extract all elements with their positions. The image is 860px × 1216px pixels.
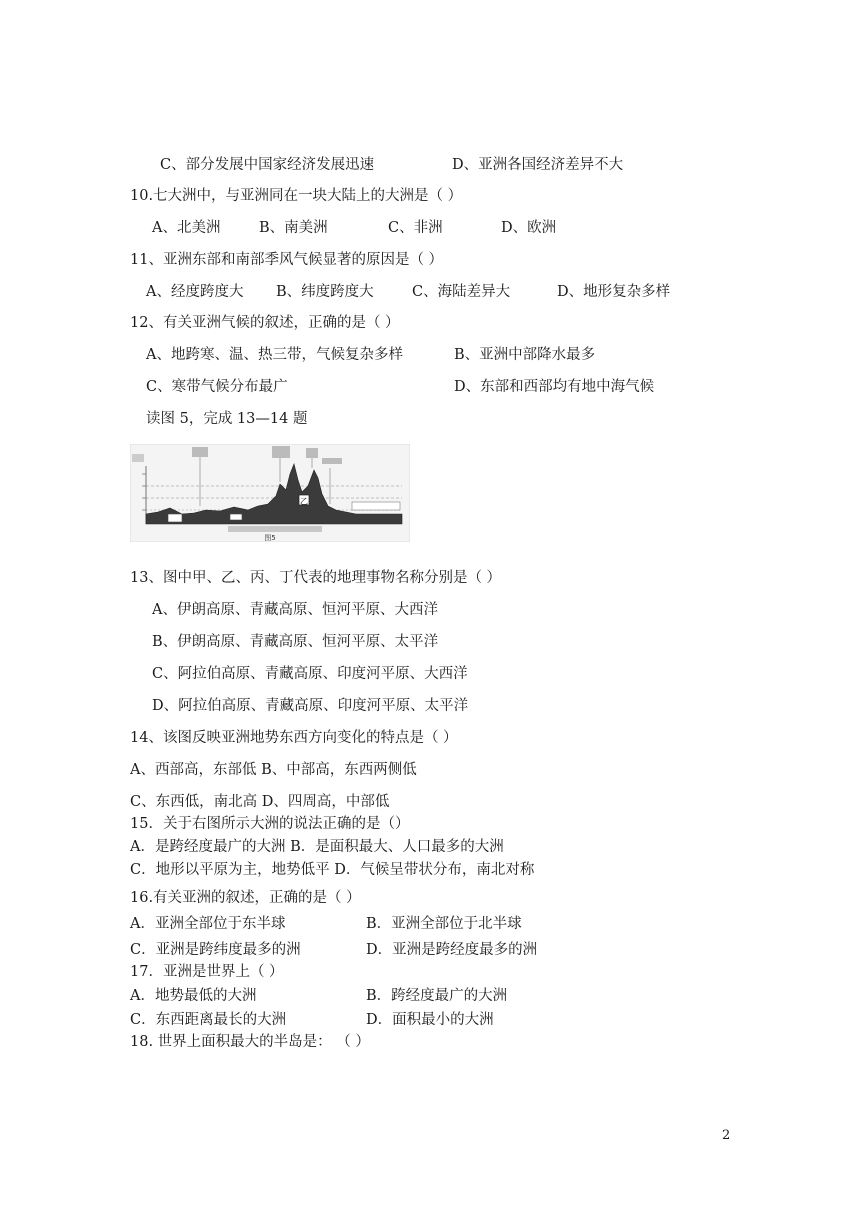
q15-stem: 15．关于右图所示大洲的说法正确的是（） [130, 816, 410, 832]
q14-options-ab: A、西部高，东部低 B、中部高，东西两侧低 [130, 762, 417, 778]
q12-stem: 12、有关亚洲气候的叙述，正确的是（ ） [130, 315, 400, 331]
q11-option-d: D、地形复杂多样 [557, 284, 671, 300]
q17-option-c: C．东西距离最长的大洲 [130, 1012, 287, 1028]
q13-option-d: D、阿拉伯高原、青藏高原、印度河平原、太平洋 [152, 698, 469, 714]
q16-stem: 16.有关亚洲的叙述，正确的是（ ） [130, 890, 361, 906]
q15-options-cd: C．地形以平原为主，地势低平 D．气候呈带状分布，南北对称 [130, 862, 535, 878]
q13-option-b: B、伊朗高原、青藏高原、恒河平原、太平洋 [152, 634, 439, 650]
q11-option-c: C、海陆差异大 [412, 284, 511, 300]
terrain-profile-figure [130, 444, 410, 542]
q11-stem: 11、亚洲东部和南部季风气候显著的原因是（ ） [130, 252, 444, 268]
q16-option-a: A．亚洲全部位于东半球 [130, 916, 286, 932]
q11-option-b: B、纬度跨度大 [276, 284, 374, 300]
q10-stem: 10.七大洲中，与亚洲同在一块大陆上的大洲是（ ） [130, 188, 463, 204]
q12-option-c: C、寒带气候分布最广 [146, 379, 288, 395]
q13-option-a: A、伊朗高原、青藏高原、恒河平原、大西洋 [152, 602, 438, 618]
q12-option-a: A、地跨寒、温、热三带，气候复杂多样 [146, 347, 403, 363]
q16-option-d: D．亚洲是跨经度最多的洲 [366, 942, 538, 958]
q13-option-c: C、阿拉伯高原、青藏高原、印度河平原、大西洋 [152, 666, 468, 682]
figure-caption: 图5 [264, 534, 276, 542]
q9-option-c: C、部分发展中国家经济发展迅速 [160, 157, 375, 173]
q17-option-a: A．地势最低的大洲 [130, 988, 257, 1004]
q17-stem: 17．亚洲是世界上（ ） [130, 964, 284, 980]
q13-stem: 13、图中甲、乙、丙、丁代表的地理事物名称分别是（ ） [130, 570, 502, 586]
read-figure-prompt: 读图 5，完成 13—14 题 [146, 411, 308, 427]
q12-option-d: D、东部和西部均有地中海气候 [454, 379, 655, 395]
figure-marker-yi: 乙 [300, 497, 308, 506]
q9-option-d: D、亚洲各国经济差异不大 [452, 157, 624, 173]
page-number: 2 [722, 1128, 731, 1143]
q10-option-b: B、南美洲 [259, 220, 328, 236]
q14-stem: 14、该图反映亚洲地势东西方向变化的特点是（ ） [130, 730, 458, 746]
q17-option-b: B．跨经度最广的大洲 [366, 988, 508, 1004]
q16-option-b: B．亚洲全部位于北半球 [366, 916, 522, 932]
q14-options-cd: C、东西低，南北高 D、四周高，中部低 [130, 794, 390, 810]
q16-option-c: C．亚洲是跨纬度最多的洲 [130, 942, 301, 958]
q12-option-b: B、亚洲中部降水最多 [454, 347, 596, 363]
q10-option-a: A、北美洲 [152, 220, 221, 236]
q10-option-c: C、非洲 [388, 220, 443, 236]
q18-stem: 18. 世界上面积最大的半岛是： （ ） [130, 1034, 370, 1050]
q15-options-ab: A．是跨经度最广的大洲 B．是面积最大、人口最多的大洲 [130, 839, 504, 855]
q10-option-d: D、欧洲 [501, 220, 557, 236]
q11-option-a: A、经度跨度大 [146, 284, 244, 300]
q17-option-d: D．面积最小的大洲 [366, 1012, 494, 1028]
